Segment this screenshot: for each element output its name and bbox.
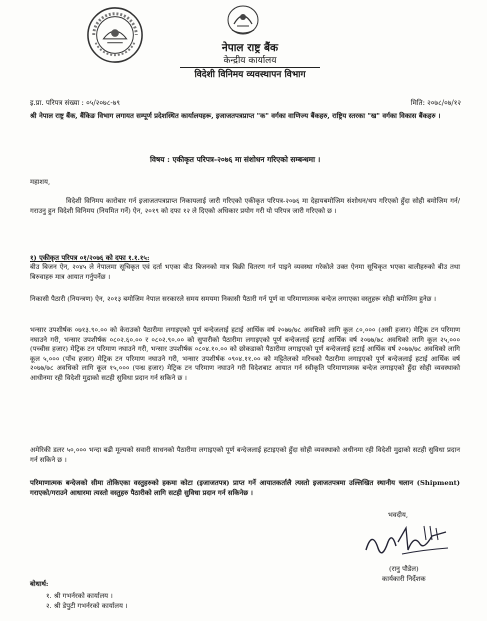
letterhead: [180, 42, 320, 81]
reference-number: इ.प्रा. परिपत्र संख्या : ०५/२०७८-७९: [30, 99, 120, 107]
signatory-block: [382, 564, 426, 584]
cc-list: [46, 591, 128, 611]
signatory-name: (रानु पौडेल): [388, 565, 419, 573]
office-name: केन्द्रीय कार्यालय: [223, 56, 277, 66]
signature-image: [362, 520, 452, 568]
circular-date: मिति: २०७८/०७/१२: [410, 99, 461, 107]
salutation: महाशय,: [30, 178, 51, 186]
org-name: नेपाल राष्ट्र बैंक: [221, 42, 279, 54]
section-heading: १) एकीकृत परिपत्र ०१/२०७६ को दफा १.१.१५:: [30, 254, 150, 262]
subject-line: विषय : एकीकृत परिपत्र-२०७६ मा संशोधन गरिएको सम्बन्धमा ।: [150, 155, 321, 164]
intro-paragraph: विदेशी विनिमय कारोबार गर्न इजाजतपत्रप्राप्त निकायलाई जारी गरिएको एकीकृत परिपत्र-२०७६ मा देहायबमोजिम संशोधन/थप गरिएको हुँदा सोही बमोजिम गर्न/गराउनु हुन विदेशी विनिमय (नियमित गर्ने) ऐन, २०१९ को दफा १२ ले दिएको अधिकार प्रयोग गरी यो परिपत्र जारी गरिएको छ ।: [30, 197, 460, 215]
addressee: श्री नेपाल राष्ट्र बैंक, बैंकिङ विभाग लगायत सम्पूर्ण प्रदेशस्थित कार्यालयहरू, इजाजतपत्रप्राप्त "क" वर्गका वाणिज्य बैंकहरु, राष्ट्रिय स्तरका "ख" वर्गका विकास बैंकहरु ।: [30, 112, 441, 120]
closing-text: भवदीय,: [388, 511, 409, 519]
section-paragraph: बीउ बिजन ऐन, २०४५ ले नेपालमा सूचिकृत एवं दर्ता भएका बीउ बिजनको मात्र बिक्री वितरण गर्न पाइने व्यवस्था गरेकोले उक्त ऐनमा सूचिकृत भएका बालीहरुको बीउ तथा बिरुवाहरु मात्र आयात गर्नुपर्नेछ ।: [30, 263, 460, 281]
department-name: विदेशी विनिमय व्यवस्थापन विभाग: [180, 67, 320, 81]
national-emblem-icon: [226, 4, 260, 36]
bank-seal-logo: [86, 6, 144, 64]
signatory-title: कार्यकारी निर्देशक: [382, 575, 426, 583]
paragraph-2: निकासी पैठारी (नियन्त्रण) ऐन, २०१३ बमोजिम नेपाल सरकारले समय समयमा निकासी पैठारी गर्न पूर्ण वा परिमाणात्मक बन्देज लगाएका वस्तुहरू सोही बमोजिम हुनेछ ।: [30, 295, 437, 303]
paragraph-3: भन्सार उपशीर्षक ०७१३.९०.०० को केराउको पैठारीमा लगाइएको पूर्ण बन्देजलाई हटाई आर्थिक वर्ष २०७७/७८ अवधिको लागि कूल ८०,००० (असी हजार) मेट्रिक टन परिमाण नघाउने गरी, भन्सार उपशीर्षक ०८०२.६०.०० र ०८०२.९०.०० को सुपारीको पैठारीमा लगाइएको पूर्ण बन्देजलाई हटाई आर्थिक वर्ष २०७७/७८ अवधिको लागि कूल २५,००० (पच्चीस हजार) मेट्रिक टन परिमाण नघाउने गरी, भन्सार उपशीर्षक ०८०४.१०.०० को छोकडाको पैठारीमा लगाइएको पूर्ण बन्देजलाई हटाई आर्थिक वर्ष २०७७/७८ अवधिको लागि कूल ५,००० (पाँच हजार) मेट्रिक टन परिमाण नघाउने गरी, भन्सार उपशीर्षक ०९०४.११.०० को मट्टितेलको मरिचको पैठारीमा लगाइएको पूर्ण बन्देजलाई हटाई आर्थिक वर्ष २०७७/७८ अवधिको लागि कूल १५,००० (पन्ध्र हजार) मेट्रिक टन परिमाण नघाउने गरी विदेशबाट आयात गर्न स्वीकृति परिमाणात्मक बन्देज लगाइएको हुँदा सोही व्यवस्थाको आधीनमा रही विदेशी मुद्राको सटही सुविधा प्रदान गर्न सकिने छ ।: [30, 326, 460, 382]
paragraph-4: अमेरिकी डलर ५०,००० भन्दा बढी मूल्यको सवारी साधनको पैठारीमा लगाइएको पूर्ण बन्देजलाई हटाइएको हुँदा सोही व्यवस्थाको अधीनमा रही विदेशी मुद्राको सटही सुविधा प्रदान गर्न सकिने छ ।: [30, 446, 460, 464]
cc-title: बोधार्थ:: [30, 580, 49, 588]
paragraph-5: परिमाणात्मक बन्देजको सीमा तोकिएका वस्तुहरुको हकमा कोटा (इजाजतपत्र) प्राप्त गर्ने आयातकर्तालै त्यस्तो इजाजतपत्रमा उल्लिखित स्थानीय चलान (Shipment) गराएको/गराउने आधारमा त्यस्तो वस्तुहरु पैठारीको लागि सटही सुविधा प्रदान गर्न सकिनेछ ।: [30, 479, 460, 497]
cc-item: १. श्री गभर्नरको कार्यालय ।: [46, 592, 113, 600]
cc-item: २. श्री डेपुटी गभर्नरको कार्यालय ।: [46, 602, 128, 610]
